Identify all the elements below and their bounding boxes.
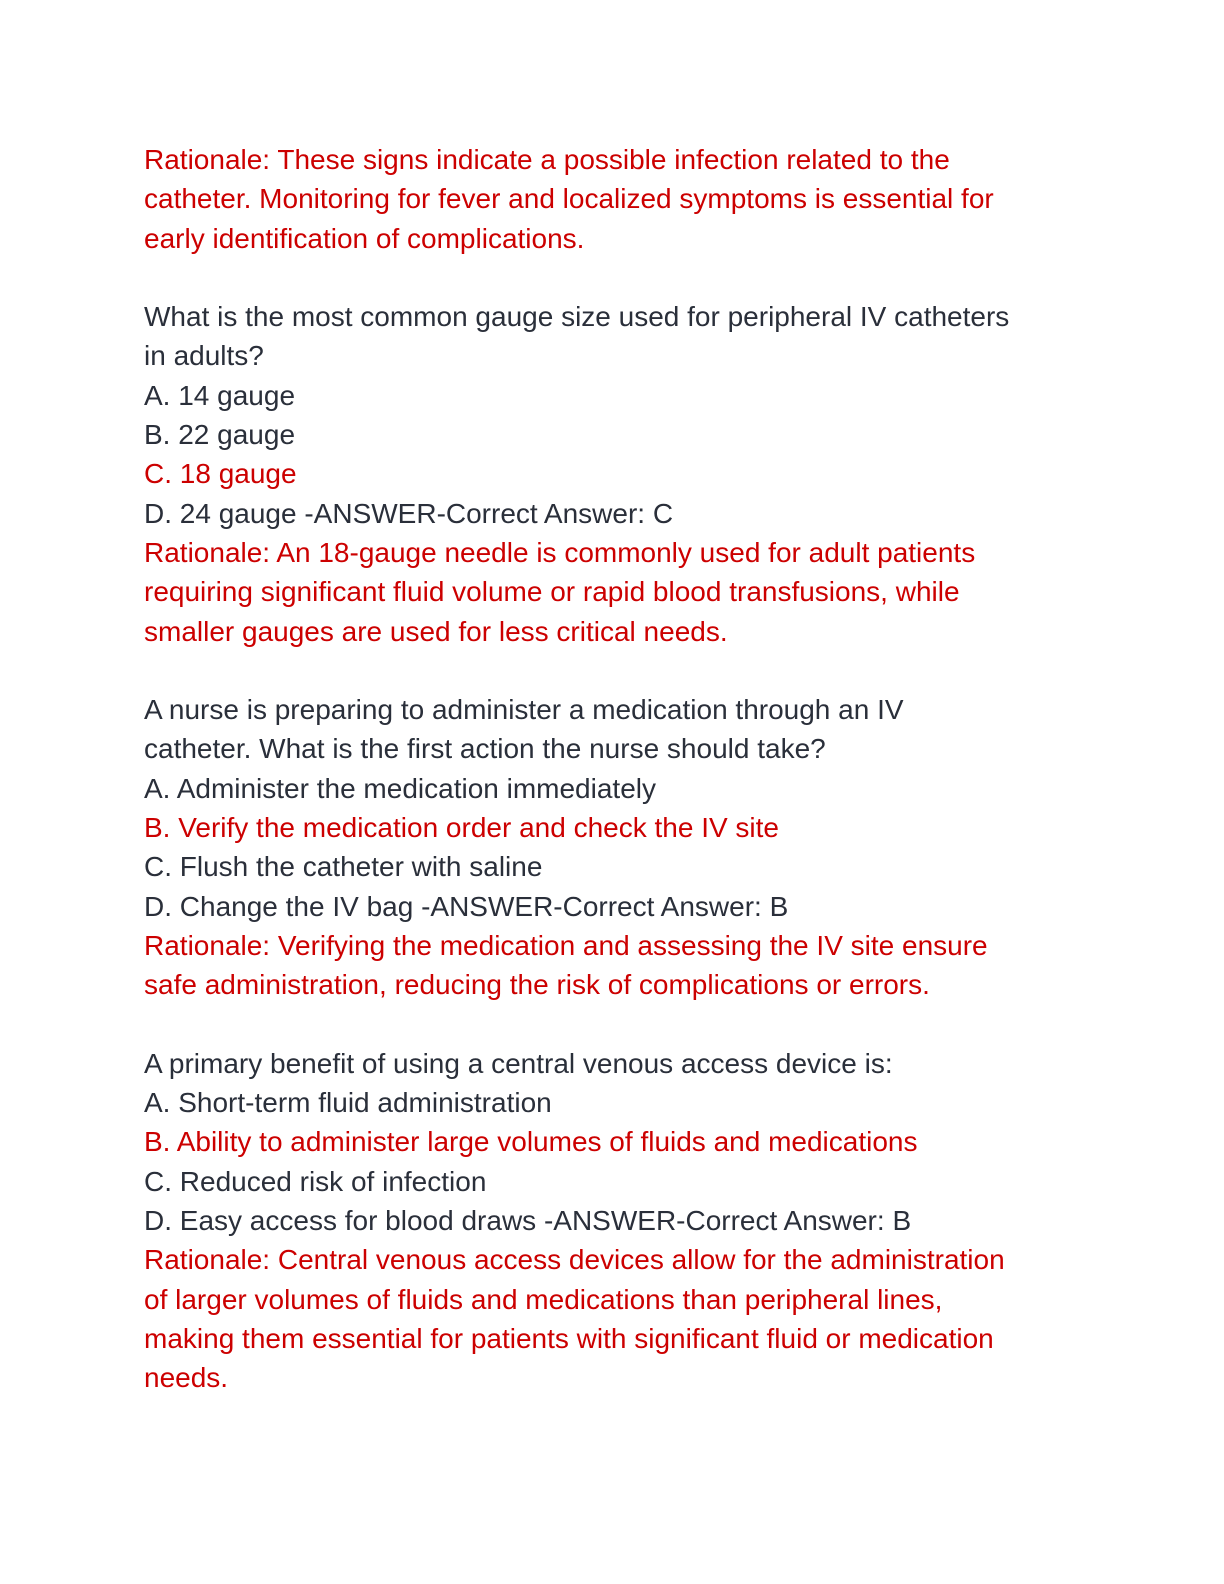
option-b: B. 22 gauge — [144, 419, 296, 451]
option-a: A. Short-term fluid administration — [144, 1087, 552, 1119]
question-text: catheter. What is the first action the nurse should take? — [144, 733, 826, 765]
question-block-3 — [144, 1044, 1084, 1398]
rationale-line: Rationale: These signs indicate a possible infection related to the — [144, 144, 950, 175]
paragraph-gap — [144, 258, 1084, 297]
option-b-correct: B. Ability to administer large volumes of fluids and medications — [144, 1126, 918, 1158]
option-c: C. Flush the catheter with saline — [144, 851, 543, 883]
rationale-line: making them essential for patients with significant fluid or medication — [144, 1322, 994, 1354]
paragraph-gap — [144, 651, 1084, 690]
rationale-line: Rationale: Verifying the medication and assessing the IV site ensure — [144, 929, 988, 961]
option-c-correct: C. 18 gauge — [144, 458, 297, 490]
question-text: A primary benefit of using a central venous access device is: — [144, 1047, 893, 1079]
option-b-correct: B. Verify the medication order and check the IV site — [144, 812, 780, 844]
question-text: in adults? — [144, 340, 264, 372]
rationale-line: safe administration, reducing the risk of complications or errors. — [144, 969, 930, 1001]
question-text: What is the most common gauge size used for peripheral IV catheters — [144, 301, 1010, 333]
option-d-answer: D. 24 gauge -ANSWER-Correct Answer: C — [144, 497, 674, 529]
rationale-line: Rationale: Central venous access devices allow for the administration — [144, 1244, 1005, 1276]
rationale-line: smaller gauges are used for less critical needs. — [144, 615, 728, 647]
option-a: A. 14 gauge — [144, 379, 296, 411]
question-block-1 — [144, 297, 1084, 651]
question-text: A nurse is preparing to administer a medication through an IV — [144, 694, 904, 726]
option-a: A. Administer the medication immediately — [144, 772, 656, 804]
rationale-line: Rationale: An 18-gauge needle is commonly used for adult patients — [144, 536, 976, 568]
rationale-line: requiring significant fluid volume or rapid blood transfusions, while — [144, 576, 960, 608]
rationale-line: of larger volumes of fluids and medications than peripheral lines, — [144, 1283, 943, 1315]
rationale-line: catheter. Monitoring for fever and localized symptoms is essential for — [144, 183, 994, 215]
question-block-2 — [144, 690, 1084, 1004]
option-d-answer: D. Change the IV bag -ANSWER-Correct Answer: B — [144, 890, 789, 922]
option-c: C. Reduced risk of infection — [144, 1165, 487, 1197]
option-d-answer: D. Easy access for blood draws -ANSWER-Correct Answer: B — [144, 1205, 912, 1237]
paragraph-gap — [144, 1005, 1084, 1044]
rationale-block-0 — [144, 140, 1084, 258]
rationale-line: early identification of complications. — [144, 222, 585, 254]
document-page — [144, 140, 1084, 1398]
rationale-line: needs. — [144, 1362, 229, 1394]
